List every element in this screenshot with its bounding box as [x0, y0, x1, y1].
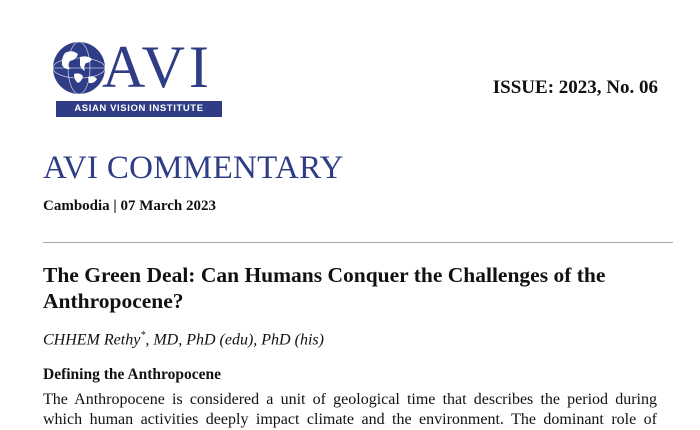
section-heading: Defining the Anthropocene: [43, 366, 221, 383]
logo-wordmark: AVI: [102, 34, 213, 100]
series-title: AVI COMMENTARY: [43, 150, 344, 186]
body-paragraph: [43, 390, 657, 430]
paragraph-line: which human activities deeply impact climate and the environment. The dominant role of: [43, 411, 657, 428]
avi-logo: [52, 34, 224, 119]
logo-tagline: ASIAN VISION INSTITUTE: [56, 101, 222, 117]
paragraph-line: The Anthropocene is considered a unit of geological time that describes the period during: [43, 391, 657, 408]
issue-number: ISSUE: 2023, No. 06: [492, 77, 658, 98]
divider: [43, 242, 673, 243]
article-title: The Green Deal: Can Humans Conquer the Challenges of the Anthropocene?: [43, 263, 606, 313]
globe-icon: [52, 41, 106, 95]
dateline: Cambodia | 07 March 2023: [43, 198, 217, 214]
author-footnote-mark[interactable]: *: [140, 330, 146, 341]
author-name: CHHEM Rethy: [43, 331, 141, 349]
author-credentials: , MD, PhD (edu), PhD (his): [145, 331, 324, 349]
author-line: [43, 330, 324, 349]
